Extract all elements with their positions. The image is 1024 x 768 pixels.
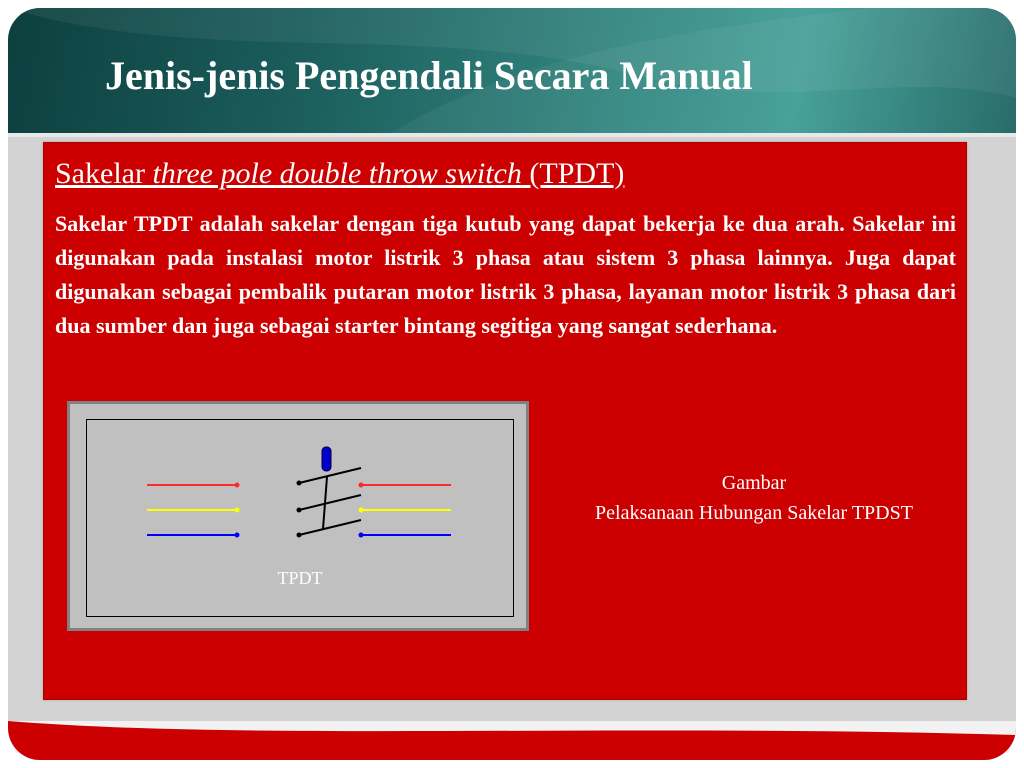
left-terminal-yellow — [235, 508, 240, 513]
body-paragraph: Sakelar TPDT adalah sakelar dengan tiga kutub yang dapat bekerja ke dua arah. Sakelar ini digunakan pada instalasi motor listrik 3 phasa atau sistem 3 phasa lainnya. Juga dapat digunakan sebagai pembalik putaran motor listrik 3 phasa, layanan motor listrik 3 phasa dari dua sumber dan juga sebagai starter bintang segitiga yang sangat sederhana. — [55, 211, 956, 338]
footer-bar — [8, 721, 1016, 760]
caption-line-2: Pelaksanaan Hubungan Sakelar TPDST — [595, 502, 913, 524]
content-panel — [43, 142, 967, 700]
slide-title: Jenis-jenis Pengendali Secara Manual — [105, 53, 753, 98]
tpdt-figure — [67, 401, 529, 631]
slide-header — [8, 8, 1016, 135]
footer-decoration — [8, 721, 1016, 760]
switch-handle — [322, 447, 331, 471]
heading-italic: three pole double throw switch — [152, 157, 522, 190]
tpdt-label: TPDT — [277, 568, 323, 588]
header-divider — [8, 133, 1016, 137]
section-heading — [55, 157, 624, 191]
tpdt-diagram-frame — [86, 419, 514, 617]
figure-caption — [544, 468, 964, 528]
heading-prefix: Sakelar — [55, 157, 153, 190]
left-terminal-blue — [235, 533, 240, 538]
switch-blade-2 — [299, 495, 361, 510]
switch-blade-3 — [299, 520, 361, 535]
caption-line-1: Gambar — [721, 472, 787, 494]
left-terminal-red — [235, 483, 240, 488]
heading-suffix: (TPDT) — [521, 157, 625, 190]
